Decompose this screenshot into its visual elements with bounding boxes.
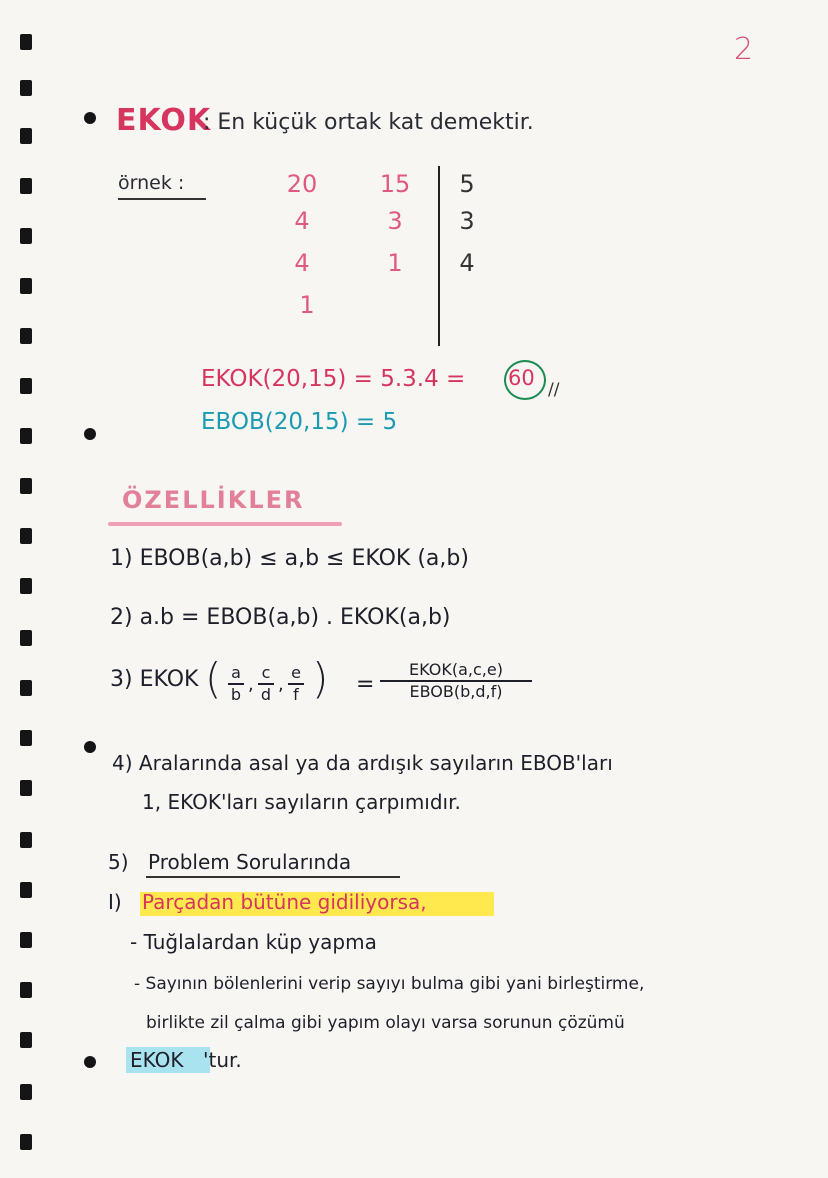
fraction-denominator: f (293, 685, 299, 704)
property-4-line-1: 4) Aralarında asal ya da ardışık sayıların EBOB'ları (112, 751, 613, 775)
fraction (228, 664, 244, 704)
lcm-result: 60 (508, 366, 535, 390)
fraction-numerator: a (231, 663, 241, 682)
binder-hole (20, 578, 32, 594)
fraction (288, 664, 304, 704)
equals-sign: = (356, 672, 375, 697)
property-4-line-2: 1, EKOK'ları sayıların çarpımıdır. (142, 790, 461, 814)
divisor: 3 (459, 207, 475, 235)
gcd-expression: EBOB(20,15) = 5 (201, 409, 398, 435)
lcm-expression: EKOK(20,15) = 5.3.4 = (201, 366, 466, 392)
binder-hole (20, 128, 32, 144)
bullet-dot (84, 741, 96, 753)
comma: , (248, 674, 254, 695)
fraction-numerator: c (261, 663, 271, 682)
binder-hole (20, 80, 32, 96)
result-mark: // (548, 380, 560, 400)
binder-hole (20, 982, 32, 998)
binder-hole (20, 832, 32, 848)
answer-term: EKOK (130, 1048, 184, 1072)
binder-hole (20, 428, 32, 444)
binder-hole (20, 178, 32, 194)
divisor: 5 (459, 170, 475, 198)
ladder-value: 3 (387, 207, 403, 235)
binder-hole (20, 680, 32, 696)
answer-suffix: 'tur. (203, 1048, 242, 1072)
fraction-denominator: d (260, 685, 272, 704)
binder-hole (20, 278, 32, 294)
properties-heading: ÖZELLİKLER (122, 486, 305, 514)
example-label: örnek : (118, 172, 185, 194)
property-2: 2) a.b = EBOB(a,b) . EKOK(a,b) (110, 605, 451, 630)
example-underline (118, 198, 206, 200)
case-1-text: Parçadan bütüne gidiliyorsa, (142, 890, 427, 914)
ladder-divider-line (438, 166, 440, 346)
rhs-fraction (380, 661, 532, 701)
binder-hole (20, 228, 32, 244)
binder-hole (20, 34, 32, 50)
problems-heading: Problem Sorularında (148, 850, 352, 874)
binder-hole (20, 1084, 32, 1100)
open-paren: ( (205, 654, 222, 703)
bullet-dot (84, 1056, 96, 1068)
binder-hole (20, 328, 32, 344)
binder-hole (20, 780, 32, 796)
ladder-value: 20 (286, 170, 318, 198)
ladder-value: 1 (387, 249, 403, 277)
bullet-item-2: - Sayının bölenlerini verip sayıyı bulma gibi yani birleştirme, (134, 974, 645, 994)
fraction (258, 664, 274, 704)
binder-hole (20, 630, 32, 646)
bullet-dot (84, 428, 96, 440)
properties-underline (108, 522, 342, 526)
page-number: 2 (734, 32, 754, 67)
binder-hole (20, 1032, 32, 1048)
close-paren: ) (312, 654, 329, 703)
binder-hole (20, 932, 32, 948)
divisor: 4 (459, 249, 475, 277)
fraction-denominator: EBOB(b,d,f) (409, 682, 503, 701)
fraction-denominator: b (230, 685, 242, 704)
property-3-label: 3) EKOK (110, 667, 199, 692)
bullet-dot (84, 112, 96, 124)
problems-underline (146, 876, 400, 878)
binder-hole (20, 730, 32, 746)
fraction-numerator: EKOK(a,c,e) (409, 660, 503, 679)
ekok-definition: : En küçük ortak kat demektir. (203, 110, 534, 135)
binder-hole (20, 882, 32, 898)
bullet-item-2-continued: birlikte zil çalma gibi yapım olayı varsa sorunun çözümü (146, 1013, 625, 1033)
ladder-value: 4 (294, 249, 310, 277)
ekok-term: EKOK (116, 103, 212, 138)
problems-number: 5) (108, 850, 129, 874)
binder-hole (20, 378, 32, 394)
fraction-numerator: e (291, 663, 301, 682)
ladder-value: 4 (294, 207, 310, 235)
bullet-item-1: - Tuğlalardan küp yapma (130, 930, 377, 954)
case-1-number: I) (108, 890, 122, 914)
binder-hole (20, 1134, 32, 1150)
property-1: 1) EBOB(a,b) ≤ a,b ≤ EKOK (a,b) (110, 546, 469, 571)
binder-hole (20, 478, 32, 494)
comma: , (278, 674, 284, 695)
ladder-value: 1 (299, 291, 315, 319)
ladder-value: 15 (379, 170, 411, 198)
binder-hole (20, 528, 32, 544)
